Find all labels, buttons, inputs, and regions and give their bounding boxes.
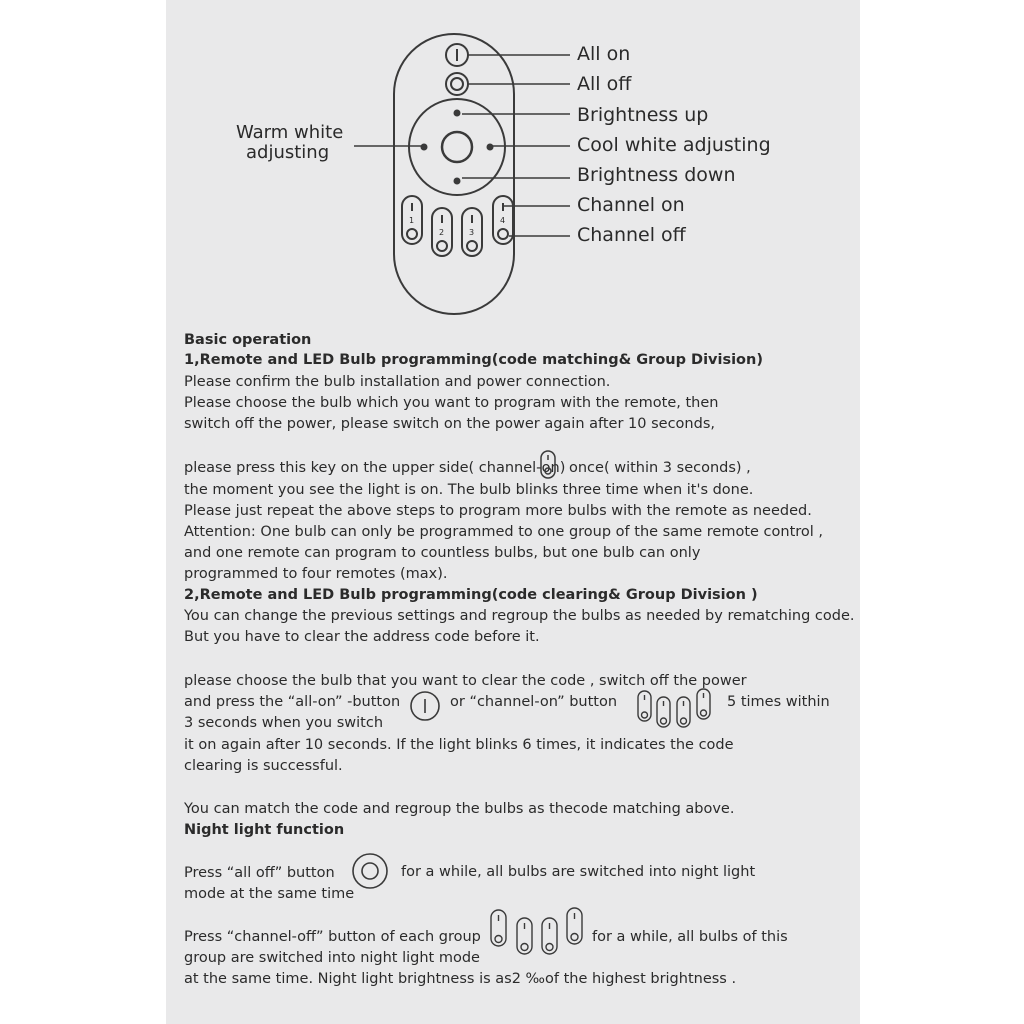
label-brightness-down: Brightness down [577,164,736,186]
paragraph-line: But you have to clear the address code before it. [184,629,540,645]
paragraph-line: and press the “all-on” -button [184,694,401,710]
channel-off-buttons-icon [489,906,589,956]
remote-diagram [166,0,860,330]
channel-number-4: 4 [500,216,506,225]
label-warm-white-2: adjusting [246,142,330,163]
paragraph-line: the moment you see the light is on. The bulb blinks three time when it's done. [184,482,754,498]
channel-buttons-icon [636,688,716,730]
paragraph-line: clearing is successful. [184,758,343,774]
paragraph-line: or “channel-on” button [450,694,618,710]
paragraph-line: for a while, all bulbs of this [592,929,788,945]
paragraph-line: You can change the previous settings and regroup the bulbs as needed by rematching code. [184,608,855,624]
heading-basic-operation: Basic operation [184,332,312,348]
paragraph-line: You can match the code and regroup the bulbs as thecode matching above. [184,801,735,817]
paragraph-line: programmed to four remotes (max). [184,566,448,582]
paragraph-line: please choose the bulb that you want to clear the code , switch off the power [184,673,747,689]
paragraph-line: 5 times within [727,694,830,710]
paragraph-line: Please choose the bulb which you want to program with the remote, then [184,395,719,411]
label-brightness-up: Brightness up [577,104,709,126]
paragraph-line: Please confirm the bulb installation and power connection. [184,374,611,390]
paragraph-line: please press this key on the upper side( channel-on) [184,460,566,476]
channel-number-2: 2 [439,228,445,237]
all-on-icon [409,690,441,722]
paragraph-line: and one remote can program to countless bulbs, but one bulb can only [184,545,701,561]
channel-number-3: 3 [469,228,475,237]
paragraph-line: once( within 3 seconds) , [569,460,751,476]
paragraph-line: for a while, all bulbs are switched into night light [401,864,756,880]
label-channel-off: Channel off [577,224,686,246]
heading-section-1: 1,Remote and LED Bulb programming(code matching& Group Division) [184,352,763,368]
label-warm-white: Warm white [236,122,344,143]
paragraph-line: group are switched into night light mode [184,950,480,966]
paragraph-line: switch off the power, please switch on the power again after 10 seconds, [184,416,715,432]
label-channel-on: Channel on [577,194,685,216]
label-all-off: All off [577,73,632,95]
paragraph-line: 3 seconds when you switch [184,715,384,731]
paragraph-line: mode at the same time [184,886,355,902]
all-off-icon [351,852,391,892]
label-cool-white: Cool white adjusting [577,134,771,156]
paragraph-line: Attention: One bulb can only be programmed to one group of the same remote control , [184,524,824,540]
heading-night-light: Night light function [184,822,345,838]
paragraph-line: it on again after 10 seconds. If the light blinks 6 times, it indicates the code [184,737,734,753]
paragraph-line: Press “all off” button [184,865,335,881]
paragraph-line: at the same time. Night light brightness is as2 ‰of the highest brightness . [184,971,737,987]
paragraph-line: Press “channel-off” button of each group [184,929,481,945]
paragraph-line: Please just repeat the above steps to program more bulbs with the remote as needed. [184,503,812,519]
label-all-on: All on [577,43,631,65]
channel-number-1: 1 [409,216,415,225]
all-off-button-icon [446,73,468,95]
heading-section-2: 2,Remote and LED Bulb programming(code clearing& Group Division ) [184,587,758,603]
channel-on-icon [539,450,559,480]
manual-page [166,0,860,1024]
